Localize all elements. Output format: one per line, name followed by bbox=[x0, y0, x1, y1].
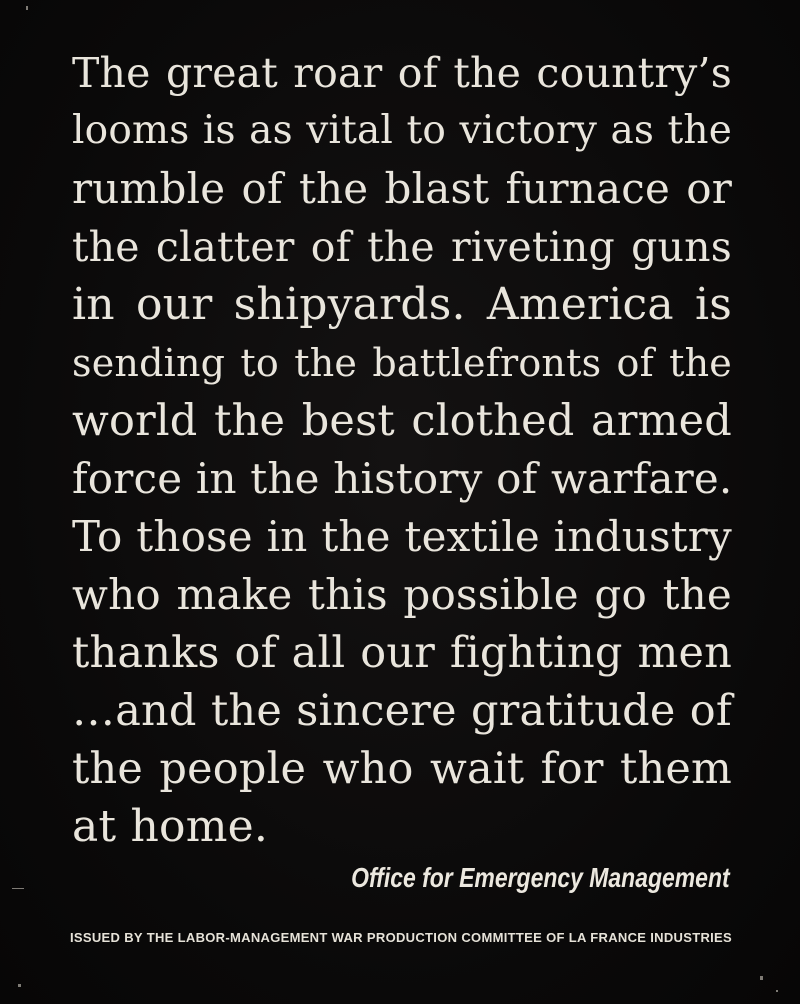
body-line: thanks of all our fighting men bbox=[72, 628, 732, 678]
body-line: rumble of the blast furnace or bbox=[72, 164, 732, 213]
scan-speck bbox=[776, 990, 778, 992]
body-line: The great roar of the country’s bbox=[72, 49, 732, 97]
body-line: force in the history of warfare. bbox=[72, 454, 733, 503]
body-line: the people who wait for them bbox=[72, 744, 732, 794]
body-line: sending to the battlefronts of the bbox=[72, 341, 732, 385]
body-line: the clatter of the riveting guns bbox=[72, 223, 732, 271]
issuer-footer: ISSUED BY THE LABOR-MANAGEMENT WAR PRODUCTION COMMITTEE OF LA FRANCE INDUSTRIES bbox=[70, 930, 732, 945]
body-line: world the best clothed armed bbox=[72, 396, 732, 446]
body-line: …and the sincere gratitude of bbox=[72, 686, 732, 736]
poster-body-text bbox=[72, 44, 732, 856]
signature: Office for Emergency Management bbox=[351, 862, 730, 893]
scan-speck bbox=[26, 6, 28, 10]
body-line: To those in the textile industry bbox=[72, 512, 732, 561]
body-line: looms is as vital to victory as the bbox=[72, 108, 732, 153]
body-line: in our shipyards. America is bbox=[72, 279, 732, 330]
scan-speck bbox=[18, 984, 21, 987]
scan-speck bbox=[12, 888, 24, 889]
body-line: at home. bbox=[72, 801, 269, 852]
body-line: who make this possible go the bbox=[72, 570, 732, 619]
scan-speck bbox=[760, 976, 763, 980]
